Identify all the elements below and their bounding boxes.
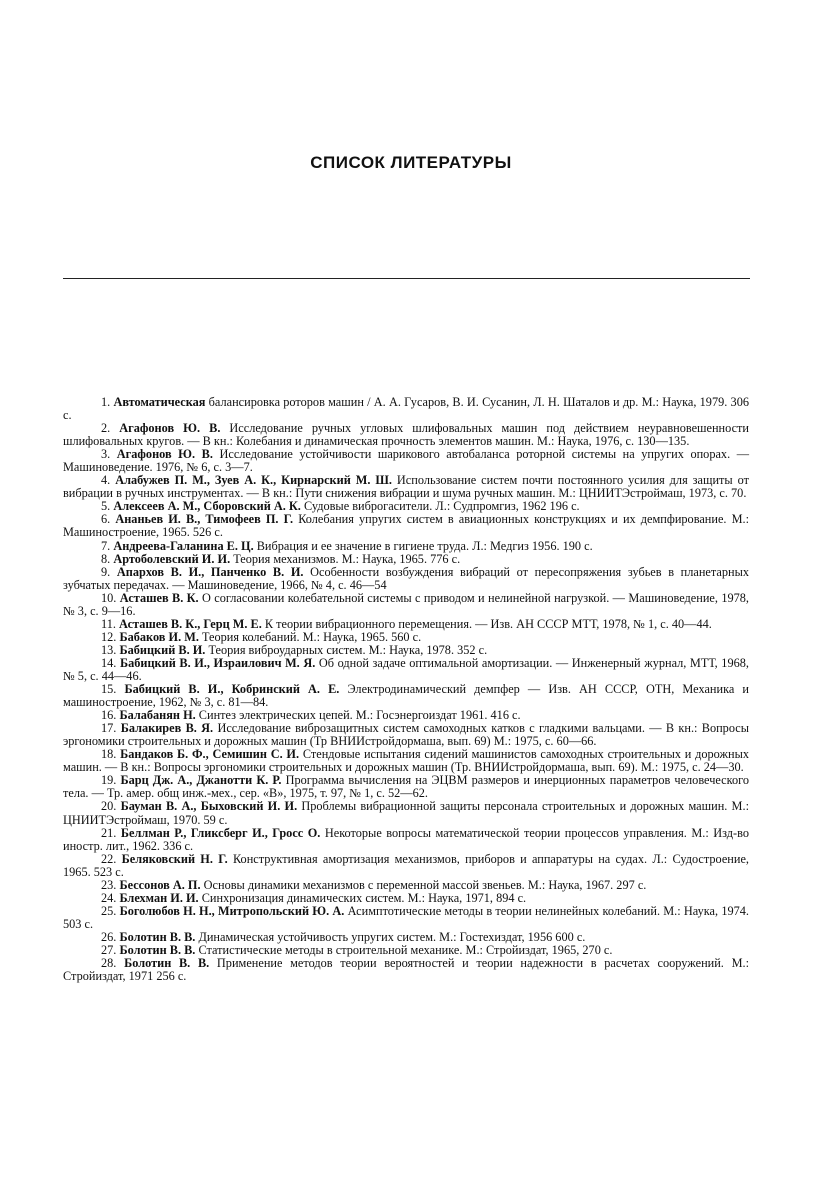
reference-item	[63, 396, 749, 422]
reference-number: 19.	[101, 773, 117, 788]
reference-authors: Агафонов Ю. В.	[119, 421, 221, 436]
reference-item	[63, 657, 749, 683]
reference-number: 3.	[101, 447, 111, 462]
reference-number: 21.	[101, 825, 117, 840]
reference-text: Основы динамики механизмов с переменной массой звеньев. М.: Наука, 1967. 297 с.	[200, 877, 647, 892]
reference-number: 4.	[101, 473, 111, 488]
reference-item	[63, 774, 749, 800]
reference-text: Проблемы вибрационной защиты персонала строительных и дорожных машин. М.: ЦНИИТЭстроймаш, 1970. 59 с.	[63, 799, 749, 827]
reference-item	[63, 448, 749, 474]
reference-number: 1.	[101, 395, 111, 409]
reference-number: 12.	[101, 629, 117, 644]
reference-authors: Бабаков И. М.	[119, 629, 199, 644]
reference-item	[63, 748, 749, 774]
reference-text: Использование систем почти постоянного усилия для защиты от вибрации в ручных инструментах. — В кн.: Пути снижения вибрации и шума ручных машин. М.: ЦНИИТЭстроймаш, 1973, с. 70.	[63, 473, 749, 501]
reference-text: Стендовые испытания сидений машинистов самоходных строительных и дорожных машин. — В кн.: Вопросы эргономики строительных и дорожных машин (Тр. ВНИИстройдормаша, вып. 69). М.: 1975, с. 24—30.	[63, 747, 749, 775]
reference-authors: Беляковский Н. Г.	[121, 851, 228, 866]
reference-text: Динамическая устойчивость упругих систем. М.: Гостехиздат, 1956 600 с.	[195, 929, 586, 944]
reference-authors: Бессонов А. П.	[119, 877, 201, 892]
reference-number: 14.	[101, 655, 117, 670]
reference-text: Синхронизация динамических систем. М.: Наука, 1971, 894 с.	[198, 890, 527, 905]
reference-text: Асимптотические методы в теории нелинейных колебаний. М.: Наука, 1974. 503 с.	[63, 903, 749, 931]
reference-item	[63, 683, 749, 709]
reference-authors: Бабицкий В. И., Кобринский А. Е.	[124, 682, 340, 697]
reference-authors: Андреева-Галанина Е. Ц.	[113, 538, 254, 553]
reference-authors: Бандаков Б. Ф., Семишин С. И.	[120, 747, 300, 762]
reference-authors: Болотин В. В.	[119, 942, 196, 957]
reference-text: Электродинамический демпфер — Изв. АН СССР, ОТН, Механика и машиностроение, 1962, № 3, с. 81—84.	[63, 682, 750, 710]
reference-number: 2.	[101, 421, 111, 436]
reference-number: 22.	[101, 851, 117, 866]
reference-item	[63, 827, 749, 853]
reference-text: Теория механизмов. М.: Наука, 1965. 776 с.	[230, 551, 461, 566]
reference-number: 11.	[101, 616, 116, 631]
reference-item	[63, 800, 749, 826]
reference-number: 13.	[101, 642, 117, 657]
reference-item	[63, 957, 749, 983]
reference-number: 18.	[101, 747, 117, 762]
reference-number: 8.	[101, 551, 111, 566]
reference-authors: Артоболевский И. И.	[113, 551, 231, 566]
reference-authors: Алексеев А. М., Сборовский А. К.	[113, 499, 301, 514]
reference-authors: Бауман В. А., Быховский И. И.	[120, 799, 298, 814]
reference-item	[63, 853, 749, 879]
reference-item	[63, 474, 749, 500]
reference-text: О согласовании колебательной системы с приводом и нелинейной нагрузкой. — Машиноведение, 1978, № 3, с. 9—16.	[63, 590, 749, 618]
reference-authors: Болотин В. В.	[119, 929, 196, 944]
reference-text: Конструктивная амортизация механизмов, приборов и аппаратуры на судах. Л.: Судостроение, 1965. 523 с.	[63, 851, 750, 879]
reference-text: Программа вычисления на ЭЦВМ размеров и инерционных параметров человеческого тела. — Тр. амер. общ инж.-мех., сер. «В», 1975, т. 97, № 1, с. 52—62.	[63, 773, 749, 801]
reference-item	[63, 566, 749, 592]
reference-item	[63, 722, 749, 748]
reference-text: Об одной задаче оптимальной амортизации. — Инженерный журнал, МТТ, 1968, № 5, с. 44—46.	[63, 655, 749, 683]
reference-text: Колебания упругих систем в авиационных конструкциях и их демпфирование. М.: Машиностроение, 1965. 526 с.	[63, 512, 749, 540]
reference-authors: Блехман И. И.	[119, 890, 199, 905]
reference-number: 23.	[101, 877, 117, 892]
reference-number: 26.	[101, 929, 117, 944]
reference-number: 10.	[101, 590, 117, 605]
reference-number: 15.	[101, 682, 117, 697]
reference-authors: Автоматическая	[113, 395, 206, 409]
page-title: СПИСОК ЛИТЕРАТУРЫ	[310, 153, 512, 172]
reference-number: 7.	[101, 538, 111, 553]
reference-text: Статистические методы в строительной механике. М.: Стройиздат, 1965, 270 с.	[195, 942, 613, 957]
reference-authors: Балакирев В. Я.	[120, 721, 214, 736]
reference-number: 6.	[101, 512, 111, 527]
reference-number: 16.	[101, 708, 117, 723]
reference-authors: Асташев В. К.	[119, 590, 199, 605]
reference-authors: Ананьев И. В., Тимофеев П. Г.	[115, 512, 294, 527]
reference-number: 24.	[101, 890, 117, 905]
reference-text: Некоторые вопросы математической теории процессов управления. М.: Изд-во иностр. лит., 1962. 336 с.	[63, 825, 749, 853]
reference-number: 27.	[101, 942, 117, 957]
reference-text: Теория виброударных систем. М.: Наука, 1978. 352 с.	[205, 642, 488, 657]
reference-item	[63, 513, 749, 539]
reference-text: Применение методов теории вероятностей и теории надежности в расчетах сооружений. М.: Стройиздат, 1971 256 с.	[63, 956, 749, 984]
reference-text: Исследование устойчивости шарикового автобаланса роторной системы на упругих опорах. — Машиноведение. 1976, № 6, с. 3—7.	[63, 447, 750, 475]
reference-text: Теория колебаний. М.: Наука, 1965. 560 с.	[198, 629, 422, 644]
reference-text: Исследование виброзащитных систем самоходных катков с гладкими вальцами. — В кн.: Вопросы эргономики строительных и дорожных машин (Тр ВНИИстройдормаша, вып. 69) М.: 1975, с. 60—66.	[63, 721, 750, 749]
reference-text: Вибрация и ее значение в гигиене труда. Л.: Медгиз 1956. 190 с.	[253, 538, 593, 553]
reference-text: К теории вибрационного перемещения. — Изв. АН СССР МТТ, 1978, № 1, с. 40—44.	[261, 616, 712, 631]
reference-number: 28.	[101, 956, 117, 971]
reference-text: Судовые виброгасители. Л.: Судпромгиз, 1962 196 с.	[300, 499, 580, 514]
reference-number: 9.	[101, 564, 111, 579]
reference-authors: Алабужев П. М., Зуев А. К., Кирнарский М. Ш.	[115, 473, 392, 488]
reference-authors: Болотин В. В.	[124, 956, 210, 971]
reference-authors: Бабицкий В. И.	[119, 642, 206, 657]
reference-number: 17.	[101, 721, 117, 736]
reference-number: 5.	[101, 499, 111, 514]
reference-list	[63, 396, 749, 983]
reference-authors: Балабанян Н.	[119, 708, 196, 723]
reference-authors: Агафонов Ю. В.	[116, 447, 213, 462]
reference-text: Особенности возбуждения вибраций от пересопряжения зубьев в планетарных зубчатых передачах. — Машиноведение, 1966, № 4, с. 46—54	[63, 564, 749, 592]
reference-item	[63, 905, 749, 931]
reference-item	[63, 422, 749, 448]
reference-authors: Беллман Р., Гликсберг И., Гросс О.	[120, 825, 321, 840]
reference-authors: Боголюбов Н. Н., Митропольский Ю. А.	[119, 903, 345, 918]
reference-authors: Бабицкий В. И., Израилович М. Я.	[119, 655, 316, 670]
reference-number: 20.	[101, 799, 117, 814]
reference-authors: Апархов В. И., Панченко В. И.	[116, 564, 304, 579]
reference-text: Исследование ручных угловых шлифовальных машин под действием неуравновешенности шлифовальных кругов. — В кн.: Колебания и динамическая прочность элементов машин. М.: Наука, 1976, с. 130—135.	[63, 421, 750, 449]
reference-text: Синтез электрических цепей. М.: Госэнергоиздат 1961. 416 с.	[195, 708, 521, 723]
reference-item	[63, 592, 749, 618]
reference-number: 25.	[101, 903, 117, 918]
reference-text: балансировка роторов машин / А. А. Гусаров, В. И. Сусанин, Л. Н. Шаталов и др. М.: Наука, 1979. 306 с.	[63, 395, 749, 423]
title-divider	[63, 278, 750, 279]
reference-authors: Барц Дж. А., Джанотти К. Р.	[120, 773, 282, 788]
reference-authors: Асташев В. К., Герц М. Е.	[119, 616, 262, 631]
